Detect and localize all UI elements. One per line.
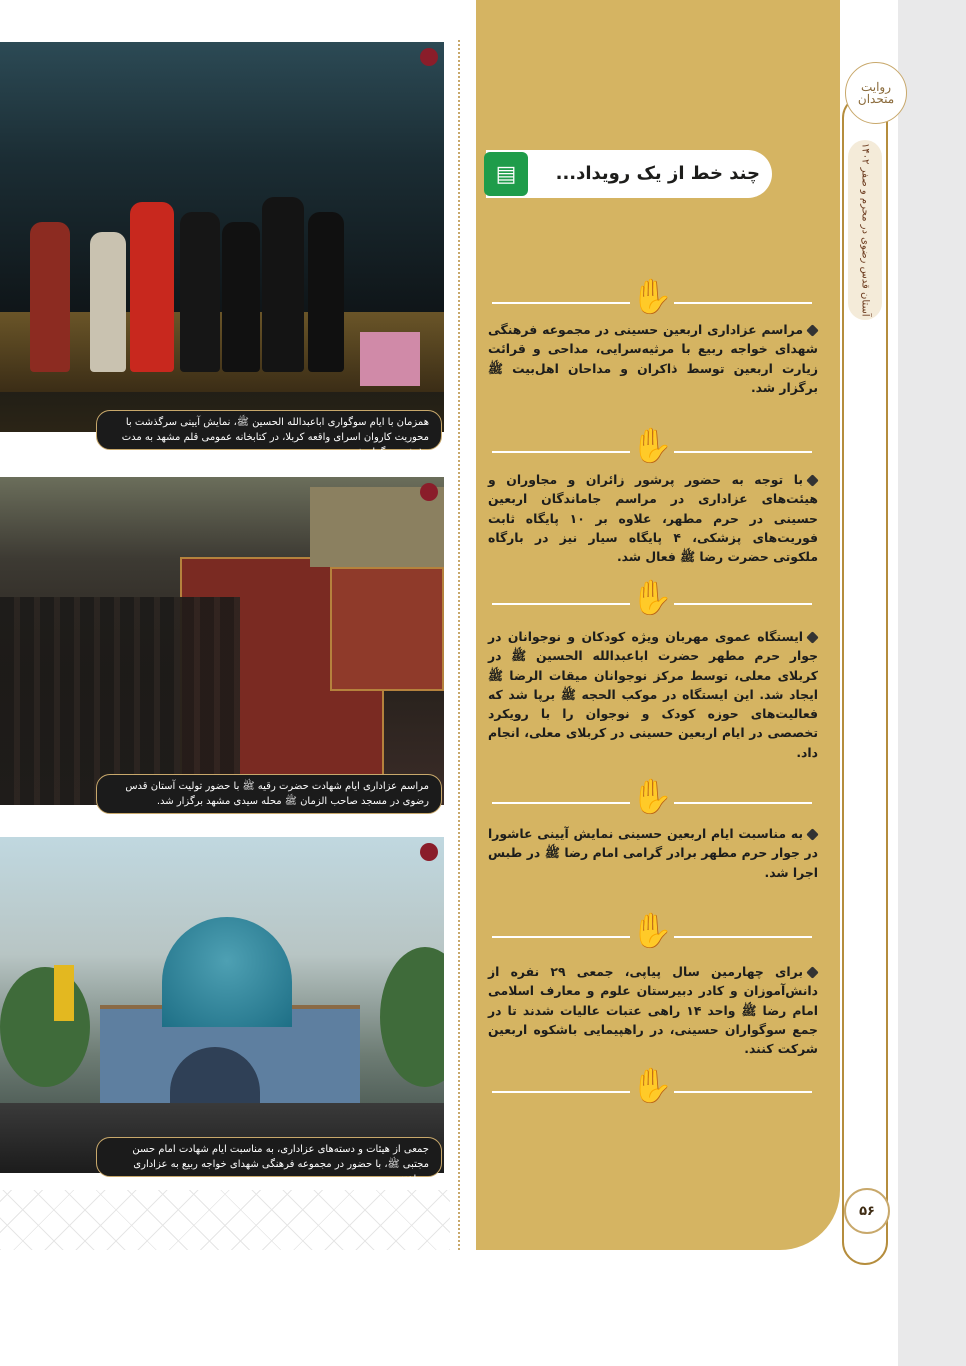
hamsa-icon: ✋ <box>630 770 674 824</box>
book-icon: ▤ <box>484 152 528 196</box>
hamsa-divider <box>492 898 812 958</box>
hamsa-icon: ✋ <box>630 419 674 473</box>
bullet-icon <box>806 324 818 336</box>
news-paragraph <box>488 627 818 762</box>
paragraph-text: به مناسبت ایام اربعین حسینی نمایش آیینی عاشورا در جوار حرم مطهر برادر گرامی امام رضا ﷺ در طبس اجرا شد. <box>488 826 818 880</box>
bullet-icon <box>806 631 818 643</box>
hamsa-icon: ✋ <box>630 571 674 625</box>
logo-text: روایت متحدان <box>857 80 895 106</box>
hamsa-divider <box>492 565 812 625</box>
hamsa-icon: ✋ <box>630 1059 674 1113</box>
sidebar-vertical-label <box>848 140 882 320</box>
hamsa-icon: ✋ <box>630 270 674 324</box>
photo-mourning-gathering <box>0 477 444 805</box>
paragraph-text: مراسم عزاداری اربعین حسینی در مجموعه فرهنگی شهدای خواجه ربیع با مرثیه‌سرایی، مداحی و قرائت زیارت اربعین توسط ذاکران و مداحان اهل‌بیت ﷺ برگزار شد. <box>488 322 818 395</box>
news-paragraph <box>488 824 818 882</box>
flower-icon <box>420 483 438 501</box>
hamsa-divider <box>492 264 812 324</box>
bullet-icon <box>806 474 818 486</box>
news-paragraph <box>488 320 818 397</box>
photo-theater-performance <box>0 42 444 432</box>
paragraph-text: برای چهارمین سال پیاپی، جمعی ۲۹ نفره از دانش‌آموزان و کادر دبیرستان علوم و معارف اسلامی امام رضا ﷺ واحد ۱۴ راهی عتبات عالیات شدند تا در جمع سوگواران حسینی، در راهپیمایی باشکوه اربعین شرکت کنند. <box>488 964 819 1057</box>
paragraph-text: با توجه به حضور پرشور زائران و مجاوران و هیئت‌های عزاداری در مراسم جاماندگان اربعین حسینی در حرم مطهر، علاوه بر ۱۰ پایگاه ثابت فوریت‌های پزشکی، ۴ پایگاه سیار نیز در بارگاه ملکوتی حضرت رضا ﷺ فعال شد. <box>488 472 819 565</box>
dotted-divider <box>458 40 468 1250</box>
flower-icon <box>420 48 438 66</box>
news-paragraph <box>488 470 818 566</box>
section-title: چند خط از یک رویداد... <box>555 163 760 184</box>
hamsa-divider <box>492 413 812 473</box>
sidebar-vertical-text: آستان قدس رضوی در محرم و صفر ۱۴۰۲ <box>859 143 871 317</box>
flower-icon <box>420 843 438 861</box>
photo-caption: همزمان با ایام سوگواری اباعبدالله الحسین ﷺ، نمایش آیینی سرگذشت با محوریت کاروان اسرای واقعه کربلا، در کتابخانه عمومی قلم مشهد به مدت ۱۰ شب برگزار شد. <box>96 410 442 450</box>
photo-caption: مراسم عزاداری ایام شهادت حضرت رقیه ﷺ با حضور تولیت آستان قدس رضوی در مسجد صاحب الزمان ﷺ محله سیدی مشهد برگزار شد. <box>96 774 442 814</box>
decorative-pattern <box>0 1190 450 1250</box>
news-paragraph <box>488 962 818 1058</box>
page-number: ۵۶ <box>844 1188 890 1234</box>
paragraph-text: ایستگاه عموی مهربان ویژه کودکان و نوجوانان در جوار حرم مطهر حضرت اباعبدالله الحسین ﷺ در کربلای معلی، توسط مرکز نوجوانان میقات الرضا ﷺ ایجاد شد. این ایستگاه در موکب الحجه ﷺ برپا شد که فعالیت‌های حوزه کودک و نوجوان را با رویکرد تخصصی در ایام اربعین حسینی در کربلای معلی، انجام داد. <box>488 629 818 760</box>
hamsa-divider <box>492 764 812 824</box>
bullet-icon <box>806 828 818 840</box>
bullet-icon <box>806 966 818 978</box>
hamsa-icon: ✋ <box>630 904 674 958</box>
hamsa-divider <box>492 1053 812 1113</box>
photo-shrine <box>0 837 444 1173</box>
photo-caption: جمعی از هیئات و دسته‌های عزاداری، به مناسبت ایام شهادت امام حسن مجتبی ﷺ، با حضور در مجموعه فرهنگی شهدای خواجه ربیع به عزاداری پرداختند. <box>96 1137 442 1177</box>
magazine-logo <box>845 62 907 124</box>
